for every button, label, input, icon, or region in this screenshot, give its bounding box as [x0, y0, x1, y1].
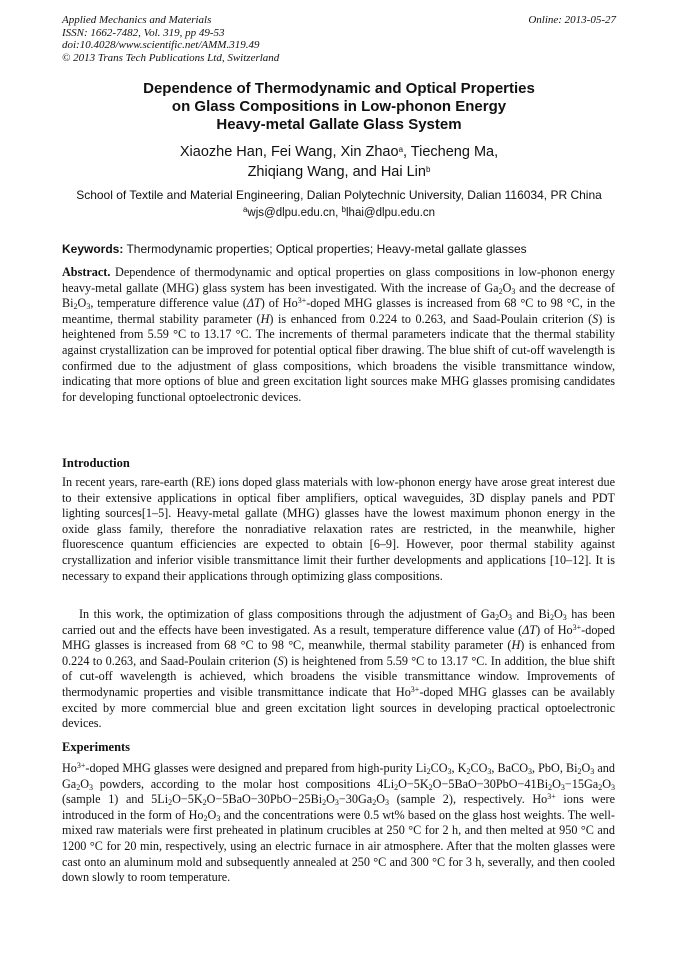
subscript: 2	[73, 302, 78, 312]
text-run: , BaCO	[491, 761, 529, 775]
subscript: 3	[560, 782, 565, 792]
title-line: Dependence of Thermodynamic and Optical Properties	[143, 80, 535, 97]
symbol: ΔT	[522, 622, 537, 637]
subscript: 2	[577, 767, 582, 776]
email-link[interactable]: lhai@dlpu.edu.cn	[346, 207, 436, 219]
subscript: 3	[611, 782, 615, 792]
text-run: O−5BaO−30PbO−41Bi	[432, 776, 549, 791]
experiments-paragraph	[62, 761, 615, 886]
text-run: O	[207, 807, 217, 822]
author-emails	[62, 207, 616, 219]
superscript: 3+	[297, 296, 307, 306]
text-run: , temperature difference value (	[90, 296, 247, 311]
journal-name: Applied Mechanics and Materials	[62, 14, 212, 26]
keywords-label: Keywords:	[62, 242, 124, 256]
text-run: and Bi	[511, 607, 550, 621]
email-link[interactable]: wjs@dlpu.edu.cn,	[247, 207, 342, 219]
text-run: ) of Ho	[260, 296, 298, 311]
author-list	[62, 143, 616, 182]
subscript: 2	[498, 286, 503, 296]
subscript: 2	[548, 782, 553, 792]
superscript: 3+	[547, 792, 556, 802]
journal-header	[62, 14, 279, 64]
text-run: O	[326, 792, 335, 807]
author-line	[62, 163, 616, 183]
text-run: O	[499, 607, 508, 621]
subscript: 2	[76, 782, 81, 792]
online-date: Online: 2013-05-27	[528, 14, 616, 26]
affil-mark: b	[341, 205, 346, 214]
subscript: 3	[528, 767, 533, 776]
text-run: O−5K	[398, 776, 429, 791]
text-run: O	[553, 607, 563, 621]
text-run: O	[502, 280, 512, 295]
subscript: 2	[466, 767, 471, 776]
subscript: 2	[168, 798, 173, 808]
issn-line: ISSN: 1662-7482, Vol. 319, pp 49-53	[62, 26, 225, 39]
subscript: 2	[428, 782, 433, 792]
text-run: O−5K	[172, 792, 203, 807]
subscript: 3	[89, 782, 94, 792]
text-run: O	[80, 776, 90, 791]
text-run: Ho	[62, 761, 77, 775]
introduction-paragraph: In recent years, rare-earth (RE) ions doped glass materials with low-phonon energy have arose great interest due to their extensive applications in optical fiber amplifiers, optical waveguides, 3D display panels and PDT lighting sources[1–5]. Heavy-metal gallate (MHG) glasses have the lowest maximum phonon energy in the oxide glass family, therefore the nonradiative relaxation rates are restricted, in the meanwhile, higher fluorescence quantum efficiencies are expected to obtain [6–9]. However, poor thermal stability against crystallization and inferior visible transmittance limit their further developments and applications [10–12]. It is necessary to expand their applications through optimizing glass compositions.	[62, 475, 615, 583]
affil-mark: a	[398, 145, 404, 154]
text-run: O	[602, 776, 611, 791]
superscript: 3+	[572, 622, 582, 632]
subscript: 3	[447, 767, 452, 776]
subscript: 2	[394, 782, 399, 792]
text-run: O	[581, 761, 591, 775]
text-run: ) is heightened from 5.59 °C to 13.17 °C. The increments of thermal parameters indicate that the thermal stability against crystallization can be improved for potential optical fiber drawing. The blue shift of cut-off wavelength is confirmed due to the adjustment of glass compositions, which broadens the visible transmittance window, indicating that more options of blue and green excitation light sources make MHG glasses promising candidates for developing functional optoelectronic devices.	[62, 311, 615, 404]
subscript: 3	[334, 798, 339, 808]
text-run: ) of Ho	[536, 622, 573, 637]
text-run: and Ga	[62, 761, 615, 791]
affil-mark: b	[425, 164, 431, 174]
symbol: S	[592, 311, 599, 326]
text-run: −30Ga	[338, 792, 373, 807]
subscript: 3	[507, 613, 512, 622]
author-text: Zhiqiang Wang, and Hai Lin	[247, 163, 426, 180]
text-run: -doped MHG glasses is increased from 68 °C to 98 °C, meanwhile, thermal stability parameter (	[62, 622, 616, 653]
text-run: -doped MHG glasses is increased from 68 °C to 98 °C, in the meantime, thermal stability parameter (	[62, 296, 616, 326]
text-run: Dependence of thermodynamic and optical properties on glass compositions in low-phonon energy heavy-metal gallate (MHG) glass system has been investigated. With the increase of Ga	[62, 265, 615, 295]
subscript: 3	[511, 286, 516, 296]
text-run: and the decrease of Bi	[62, 280, 615, 311]
text-run: O−5BaO−30PbO−25Bi	[206, 792, 323, 807]
superscript: 3+	[76, 761, 86, 770]
text-run: ) is enhanced from 0.224 to 0.263, and Saad-Poulain criterion (	[269, 311, 593, 326]
text-run: O	[552, 776, 561, 791]
text-run: ) is heightened from 5.59 °C to 13.17 °C. In addition, the blue shift of cut-off wavelength is achieved, which broadens the visible transmittance window. Improvements of thermodynamic properties and visible transmittance indicate that Ho	[62, 653, 615, 699]
text-run: , PbO, Bi	[532, 761, 578, 775]
subscript: 2	[322, 798, 327, 808]
symbol: H	[260, 311, 270, 326]
text-run: (sample 1) and 5Li	[62, 792, 169, 807]
symbol: H	[511, 638, 521, 653]
text-run: powders, according to the molar host compositions 4Li	[93, 776, 395, 791]
subscript: 3	[385, 798, 389, 808]
keywords-text: Thermodynamic properties; Optical properties; Heavy-metal gallate glasses	[123, 242, 527, 256]
text-run: O	[376, 792, 385, 807]
author-line	[62, 143, 616, 163]
text-run: −15Ga	[564, 776, 599, 791]
abstract-label: Abstract.	[62, 265, 111, 279]
text-run: (sample 2), respectively. Ho	[389, 792, 548, 807]
text-run: , K	[451, 761, 467, 775]
subscript: 2	[549, 613, 554, 622]
text-run: has been carried out and the effects have been investigated. As a result, temperature difference value (	[62, 607, 615, 637]
subscript: 3	[562, 613, 567, 622]
subscript: 2	[372, 798, 377, 808]
subscript: 2	[202, 798, 207, 808]
text-run: ) is enhanced from 0.224 to 0.263, and Saad-Poulain criterion (	[62, 638, 615, 668]
doi-line: doi:10.4028/www.scientific.net/AMM.319.49	[62, 39, 260, 51]
introduction-paragraph	[62, 607, 615, 732]
text-run: CO	[470, 761, 488, 775]
text-run: ions were introduced in the form of Ho	[62, 792, 615, 822]
introduction-heading: Introduction	[62, 456, 130, 470]
affil-mark: a	[242, 205, 248, 214]
abstract-paragraph	[62, 265, 615, 405]
keywords	[62, 242, 616, 256]
subscript: 3	[216, 813, 221, 823]
title-line: on Glass Compositions in Low-phonon Energy	[171, 98, 507, 115]
subscript: 2	[426, 767, 431, 776]
subscript: 2	[203, 813, 208, 823]
subscript: 2	[598, 782, 603, 792]
text-run: O	[77, 296, 87, 311]
text-run: and the concentrations were 0.5 wt% based on the glass host weights. The well-mixed raw materials were first preheated in platinum crucibles at 250 °C for 2 h, and then melted at 950 °C and 1200 °C for 20 min, respectively, using an electric furnace in air atmosphere. After that the molten glasses were cast onto an aluminum mold and subsequently annealed at 250 °C and 300 °C for 3 h, severally, and then cooled down slowly to room temperature.	[62, 807, 615, 885]
text-run: -doped MHG glasses can be availably excited by more commercial blue and green excitation light sources in developing practical optoelectronic devices.	[62, 684, 615, 731]
author-text: Xiaozhe Han, Fei Wang, Xin Zhao	[179, 144, 399, 160]
author-text: , Tiecheng Ma,	[403, 144, 499, 160]
subscript: 3	[86, 302, 91, 312]
symbol: S	[277, 653, 284, 668]
text-run: -doped MHG glasses were designed and prepared from high-purity Li	[85, 761, 427, 775]
subscript: 3	[487, 767, 492, 776]
experiments-heading: Experiments	[62, 740, 131, 754]
symbol: ΔT	[246, 296, 261, 311]
subscript: 3	[590, 767, 595, 776]
title-line: Heavy-metal Gallate Glass System	[216, 116, 462, 133]
text-run: In this work, the optimization of glass compositions through the adjustment of Ga	[79, 607, 496, 621]
affiliation: School of Textile and Material Engineering, Dalian Polytechnic University, Dalian 116034, PR China	[76, 188, 602, 202]
text-run: CO	[430, 761, 448, 775]
subscript: 2	[495, 613, 500, 622]
superscript: 3+	[410, 684, 420, 694]
copyright-line: © 2013 Trans Tech Publications Ltd, Switzerland	[62, 51, 280, 64]
paper-title	[62, 80, 616, 134]
